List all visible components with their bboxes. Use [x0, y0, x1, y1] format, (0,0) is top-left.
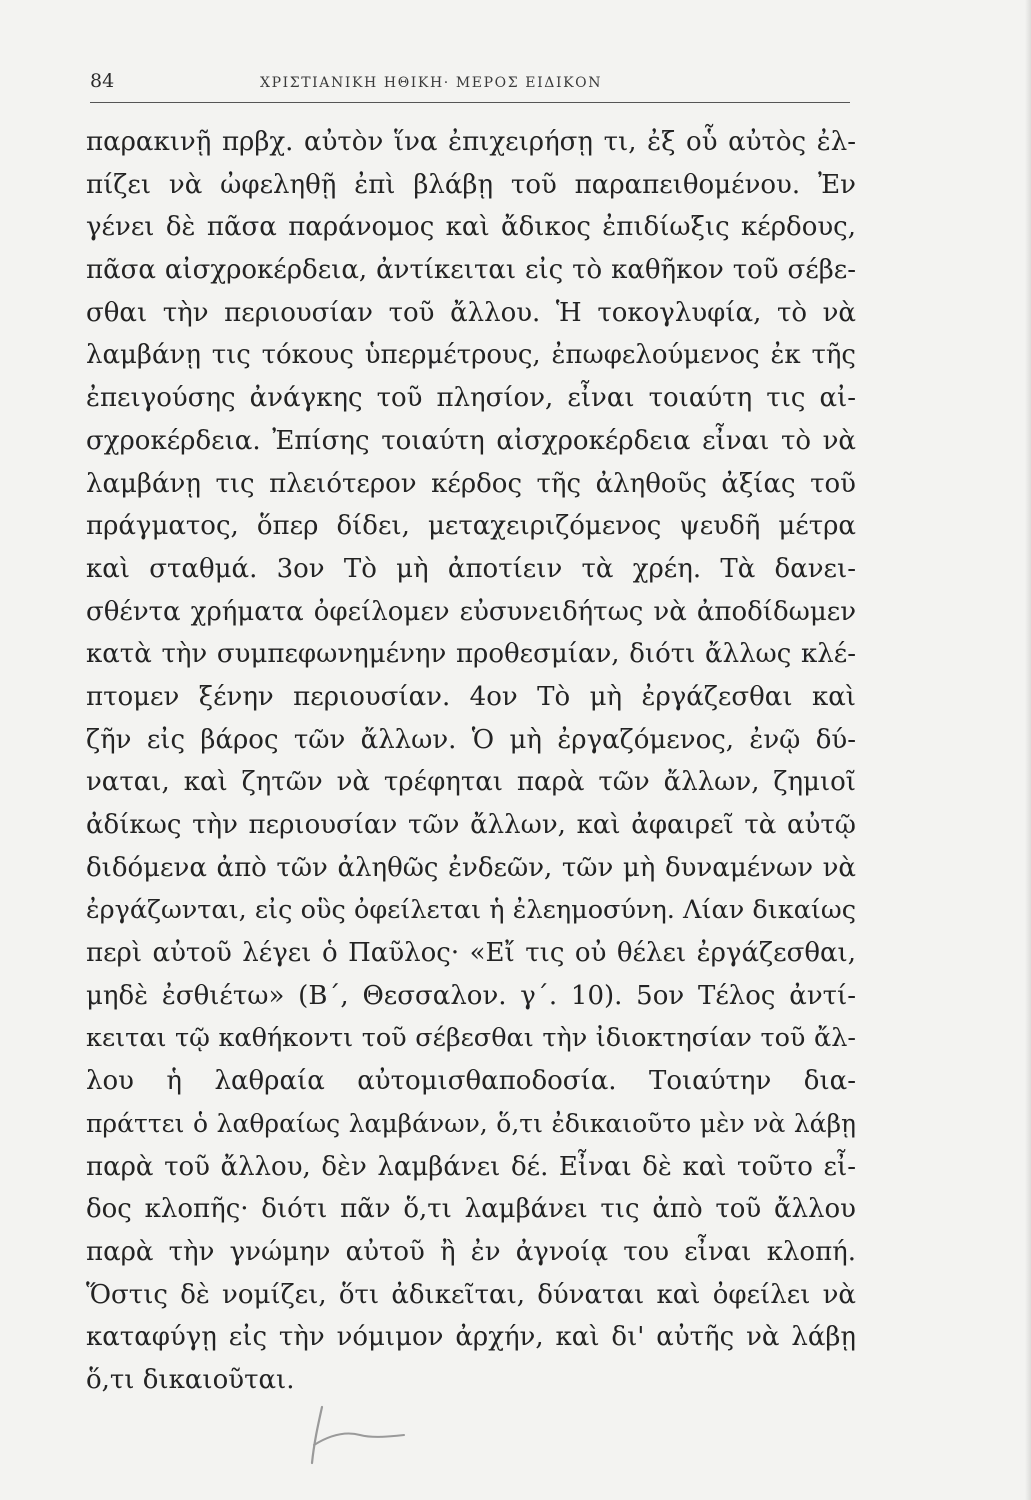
- text-line: διδόμενα ἀπὸ τῶν ἀληθῶς ἐνδεῶν, τῶν μὴ δυναμένων νὰ: [86, 852, 856, 883]
- text-line: σθαι τὴν περιουσίαν τοῦ ἄλλου. Ἡ τοκογλυφία, τὸ νὰ: [86, 297, 856, 328]
- text-line: κατὰ τὴν συμπεφωνημένην προθεσμίαν, διότι ἄλλως κλέ-: [86, 639, 856, 670]
- text-line: πράττει ὁ λαθραίως λαμβάνων, ὅ,τι ἐδικαιοῦτο μὲν νὰ λάβῃ: [86, 1108, 856, 1138]
- text-line: Ὅστις δὲ νομίζει, ὅτι ἀδικεῖται, δύναται καὶ ὀφείλει νὰ: [86, 1279, 856, 1310]
- text-line: ὅ,τι δικαιοῦται.: [86, 1364, 295, 1395]
- text-line: παρακινῇ πρβχ. αὐτὸν ἵνα ἐπιχειρήσῃ τι, ἐξ οὗ αὐτὸς ἐλ-: [86, 127, 856, 157]
- page-number: 84: [90, 70, 115, 92]
- text-line: πτομεν ξένην περιουσίαν. 4ον Τὸ μὴ ἐργάζεσθαι καὶ: [86, 681, 856, 712]
- text-line: μηδὲ ἐσθιέτω» (Β΄, Θεσσαλον. γ΄. 10). 5ον Τέλος ἀντί-: [86, 980, 856, 1011]
- text-line: ἐργάζωνται, εἰς οὓς ὀφείλεται ἡ ἐλεημοσύνη. Λίαν δικαίως: [86, 895, 856, 926]
- text-line: ναται, καὶ ζητῶν νὰ τρέφηται παρὰ τῶν ἄλλων, ζημιοῖ: [86, 767, 856, 798]
- text-line: πᾶσα αἰσχροκέρδεια, ἀντίκειται εἰς τὸ καθῆκον τοῦ σέβε-: [86, 255, 856, 286]
- text-line: πράγματος, ὅπερ δίδει, μεταχειριζόμενος ψευδῆ μέτρα: [86, 511, 856, 542]
- pencil-mark: [300, 1405, 410, 1465]
- text-line: παρὰ τὴν γνώμην αὐτοῦ ἢ ἐν ἀγνοίᾳ του εἶναι κλοπή.: [86, 1236, 856, 1267]
- text-line: σχροκέρδεια. Ἐπίσης τοιαύτη αἰσχροκέρδεια εἶναι τὸ νὰ: [86, 425, 856, 456]
- text-line: πίζει νὰ ὠφεληθῇ ἐπὶ βλάβῃ τοῦ παραπειθομένου. Ἐν: [86, 169, 856, 200]
- text-line: καταφύγῃ εἰς τὴν νόμιμον ἀρχήν, καὶ δι' αὐτῆς νὰ λάβῃ: [86, 1322, 856, 1353]
- text-line: ζῆν εἰς βάρος τῶν ἄλλων. Ὁ μὴ ἐργαζόμενος, ἐνῷ δύ-: [86, 724, 856, 755]
- text-line: καὶ σταθμά. 3ον Τὸ μὴ ἀποτίειν τὰ χρέη. Τὰ δανει-: [86, 553, 856, 584]
- body-text: [86, 121, 856, 1402]
- text-line: σθέντα χρήματα ὀφείλομεν εὐσυνειδήτως νὰ ἀποδίδωμεν: [86, 596, 856, 627]
- page-header: [90, 62, 850, 103]
- text-line: γένει δὲ πᾶσα παράνομος καὶ ἄδικος ἐπιδίωξις κέρδους,: [86, 212, 856, 243]
- text-line: κειται τῷ καθήκοντι τοῦ σέβεσθαι τὴν ἰδιοκτησίαν τοῦ ἄλ-: [86, 1023, 856, 1054]
- text-line: λαμβάνῃ τις τόκους ὑπερμέτρους, ἐπωφελούμενος ἐκ τῆς: [86, 340, 856, 371]
- text-line: παρὰ τοῦ ἄλλου, δὲν λαμβάνει δέ. Εἶναι δὲ καὶ τοῦτο εἶ-: [86, 1151, 856, 1182]
- text-line: περὶ αὐτοῦ λέγει ὁ Παῦλος· «Εἴ τις οὐ θέλει ἐργάζεσθαι,: [86, 938, 856, 969]
- text-line: λου ἡ λαθραία αὐτομισθαποδοσία. Τοιαύτην δια-: [86, 1066, 856, 1097]
- text-line: δος κλοπῆς· διότι πᾶν ὅ,τι λαμβάνει τις ἀπὸ τοῦ ἄλλου: [86, 1194, 856, 1225]
- text-line: ἐπειγούσης ἀνάγκης τοῦ πλησίον, εἶναι τοιαύτη τις αἰ-: [86, 383, 856, 414]
- running-head: ΧΡΙΣΤΙΑΝΙΚΗ ΗΘΙΚΗ· ΜΕΡΟΣ ΕΙΔΙΚΟΝ: [260, 75, 603, 91]
- page-edge-shadow: [1025, 0, 1031, 1500]
- text-line: λαμβάνῃ τις πλειότερον κέρδος τῆς ἀληθοῦς ἀξίας τοῦ: [86, 468, 856, 499]
- text-line: ἀδίκως τὴν περιουσίαν τῶν ἄλλων, καὶ ἀφαιρεῖ τὰ αὐτῷ: [86, 810, 856, 840]
